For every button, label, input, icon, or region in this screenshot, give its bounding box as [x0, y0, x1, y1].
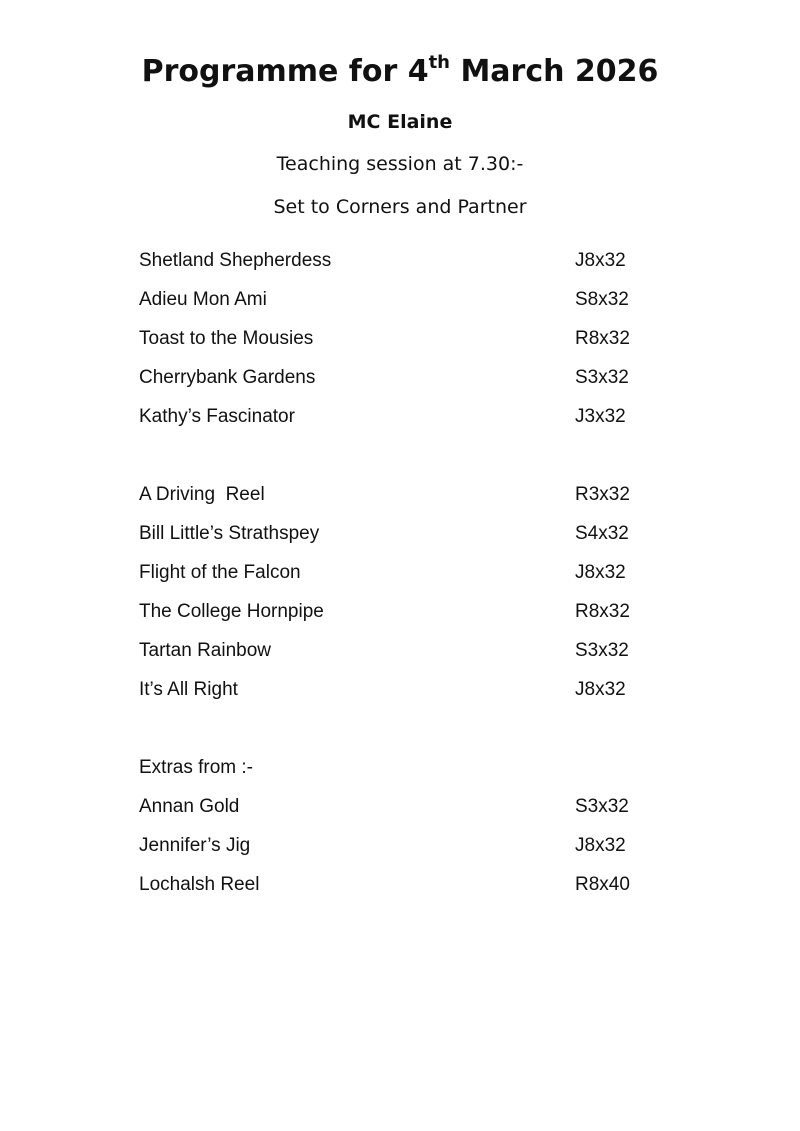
teaching-session: Teaching session at 7.30:-: [276, 153, 524, 175]
dance-code: S3x32: [575, 640, 629, 661]
dance-name: Shetland Shepherdess: [139, 250, 332, 271]
dance-row: [139, 631, 659, 670]
dance-row: [139, 280, 659, 319]
dance-code: R3x32: [575, 484, 630, 505]
dance-row: [139, 241, 659, 280]
dance-row: [139, 670, 659, 709]
dance-name: Toast to the Mousies: [139, 328, 314, 349]
dance-code: J3x32: [575, 406, 626, 427]
mc-name: MC Elaine: [347, 111, 453, 133]
dance-code: S3x32: [575, 367, 629, 388]
dance-code: J8x32: [575, 562, 626, 583]
title-date: March 2026: [450, 54, 659, 89]
teaching-topic: Set to Corners and Partner: [273, 196, 527, 218]
dance-row: [139, 709, 659, 748]
dance-name: Kathy’s Fascinator: [139, 406, 295, 427]
dance-list: [139, 241, 659, 904]
dance-row: [139, 553, 659, 592]
dance-name: Adieu Mon Ami: [139, 289, 267, 310]
dance-name: Annan Gold: [139, 796, 240, 817]
dance-name: It’s All Right: [139, 679, 238, 700]
dance-row: [139, 592, 659, 631]
title-ordinal: th: [428, 52, 450, 73]
dance-code: J8x32: [575, 679, 626, 700]
dance-row: [139, 397, 659, 436]
dance-row: [139, 865, 659, 904]
dance-row: [139, 436, 659, 475]
dance-code: R8x40: [575, 874, 630, 895]
dance-code: S8x32: [575, 289, 629, 310]
dance-row: [139, 475, 659, 514]
dance-row: [139, 358, 659, 397]
dance-name: Jennifer’s Jig: [139, 835, 251, 856]
dance-name: The College Hornpipe: [139, 601, 324, 622]
dance-name: Cherrybank Gardens: [139, 367, 316, 388]
dance-row: [139, 748, 659, 787]
dance-row: [139, 514, 659, 553]
dance-row: [139, 319, 659, 358]
dance-name: A Driving Reel: [139, 484, 265, 505]
dance-name: Tartan Rainbow: [139, 640, 272, 661]
dance-code: J8x32: [575, 250, 626, 271]
dance-code: S3x32: [575, 796, 629, 817]
dance-code: R8x32: [575, 601, 630, 622]
dance-name: Lochalsh Reel: [139, 874, 260, 895]
dance-code: S4x32: [575, 523, 629, 544]
dance-name: Flight of the Falcon: [139, 562, 301, 583]
title-text: Programme for 4: [141, 54, 429, 89]
page-title: [0, 50, 800, 94]
dance-name: Bill Little’s Strathspey: [139, 523, 320, 544]
dance-row: [139, 826, 659, 865]
dance-row: [139, 787, 659, 826]
dance-code: J8x32: [575, 835, 626, 856]
dance-code: R8x32: [575, 328, 630, 349]
dance-name: Extras from :-: [139, 757, 254, 778]
